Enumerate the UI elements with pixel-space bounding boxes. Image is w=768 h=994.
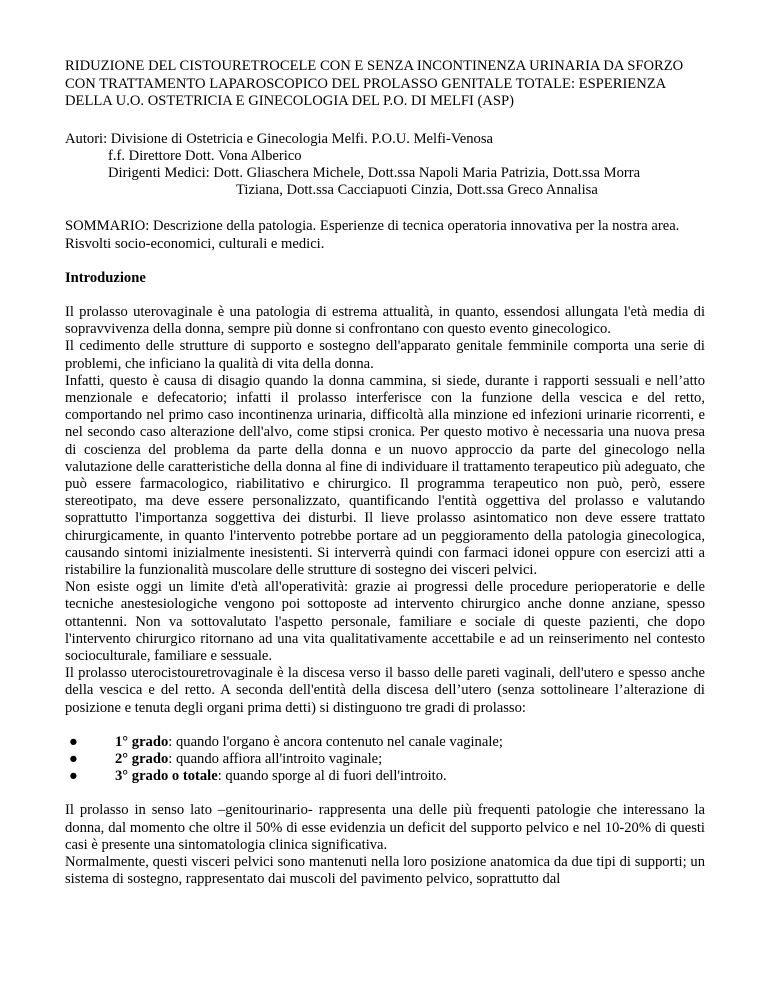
grade-term: 3° grado o totale: [115, 768, 218, 785]
authors-line-1: Autori: Divisione di Ostetricia e Ginecologia Melfi. P.O.U. Melfi-Venosa: [65, 130, 493, 147]
document-title: RIDUZIONE DEL CISTOURETROCELE CON E SENZA INCONTINENZA URINARIA DA SFORZO CON TRATTAMENTO LAPAROSCOPICO DEL PROLASSO GENITALE TOTALE: ESPERIENZA DELLA U.O. OSTETRICIA E GINECOLOGIA DEL P.O. DI MELFI (ASP): [65, 58, 684, 109]
grade-desc: : quando sporge al di fuori dell'introito.: [217, 768, 447, 785]
bullet-icon: ●: [69, 768, 78, 785]
after-body: [65, 802, 705, 888]
bullet-icon: ●: [69, 733, 78, 750]
list-item: [69, 751, 705, 768]
list-item: [69, 733, 705, 751]
grade-term: 1° grado: [115, 733, 169, 750]
grade-term: 2° grado: [115, 751, 169, 767]
intro-body: [65, 304, 705, 717]
paragraph: Il prolasso uterocistouretrovaginale è la discesa verso il basso delle pareti vaginali, dell'utero e spesso anche della vescica e del retto. A seconda dell'entità della discesa dell’utero (senza sottolineare l’alterazione di posizione e tenuta degli organi prima detti) si distinguono tre gradi di prolasso:: [65, 665, 705, 716]
paragraph: Il prolasso uterovaginale è una patologia di estrema attualità, in quanto, essendosi allungata l'età media di sopravvivenza della donna, sempre più donne si confrontano con questo evento ginecologico.: [65, 303, 705, 338]
authors-line-2: f.f. Direttore Dott. Vona Alberico: [108, 147, 302, 164]
bullet-icon: ●: [69, 751, 78, 767]
document-page: [65, 58, 705, 888]
list-item: [69, 768, 705, 785]
paragraph: Normalmente, questi visceri pelvici sono mantenuti nella loro posizione anatomica da due tipi di supporti; un sistema di sostegno, rappresentato dai muscoli del pavimento pelvico, soprattutto dal: [65, 854, 705, 888]
summary-text: SOMMARIO: Descrizione della patologia. Esperienze di tecnica operatoria innovativa per la nostra area. Risvolti socio-economici, culturali e medici.: [65, 218, 680, 252]
grade-desc: : quando l'organo è ancora contenuto nel canale vaginale;: [168, 733, 503, 750]
paragraph: Il cedimento delle strutture di supporto e sostegno dell'apparato genitale femminile comporta una serie di problemi, che inficiano la qualità di vita della donna.: [65, 338, 705, 372]
intro-heading: Introduzione: [65, 269, 146, 286]
grades-list: [65, 734, 705, 786]
paragraph: Infatti, questo è causa di disagio quando la donna cammina, si siede, durante i rapporti sessuali e nell’atto menzionale e defecatorio; infatti il prolasso interferisce con la funzione della vescica e del retto, comportando nel primo caso incontinenza urinaria, difficoltà alla minzione ed infezioni urinarie ricorrenti, e nel secondo caso alterazione dell'alvo, come stipsi cronica. Per questo motivo è necessaria una nuova presa di coscienza del problema da parte della donna e un nuovo approccio da parte del ginecologo nella valutazione delle caratteristiche della donna al fine di individuare il trattamento terapeutico più adeguato, che può essere farmacologico, riabilitativo e chirurgico. Il programma terapeutico non può, però, essere stereotipato, ma deve essere personalizzato, quantificando l'entità oggettiva del prolasso e valutando soprattutto l'importanza soggettiva dei disturbi. Il lieve prolasso asintomatico non deve essere trattato chirurgicamente, in quanto l'intervento potrebbe portare ad un peggioramento della patologia ginecologica, causando sintomi inizialmente inesistenti. Si interverrà quindi con farmaci idonei oppure con esercizi atti a ristabilire la funzionalità muscolare delle strutture di sostegno dei visceri pelvici.: [65, 372, 705, 578]
authors-block: [65, 131, 705, 200]
paragraph: Il prolasso in senso lato –genitourinario- rappresenta una delle più frequenti patologie che interessano la donna, dal momento che oltre il 50% di esse evidenzia un deficit del supporto pelvico e nel 10-20% di questi casi è presente una sintomatologia clinica significativa.: [65, 802, 705, 853]
paragraph: Non esiste oggi un limite d'età all'operatività: grazie ai progressi delle procedure perioperatorie e delle tecniche anestesiologiche vengono poi sottoposte ad intervento chirurgico anche donne anziane, spesso ottantenni. Non va sottovalutato l'aspetto personale, familiare e sociale di queste pazienti, che dopo l'intervento chirurgico ritornano ad una vita qualitativamente accettabile e ad un reinserimento nel contesto socioculturale, familiare e sessuale.: [65, 579, 705, 664]
authors-line-3: Dirigenti Medici: Dott. Gliaschera Michele, Dott.ssa Napoli Maria Patrizia, Dott.ssa Morra: [108, 164, 641, 181]
grade-desc: : quando affiora all'introito vaginale;: [168, 751, 383, 767]
authors-line-4: Tiziana, Dott.ssa Cacciapuoti Cinzia, Dott.ssa Greco Annalisa: [236, 182, 598, 199]
